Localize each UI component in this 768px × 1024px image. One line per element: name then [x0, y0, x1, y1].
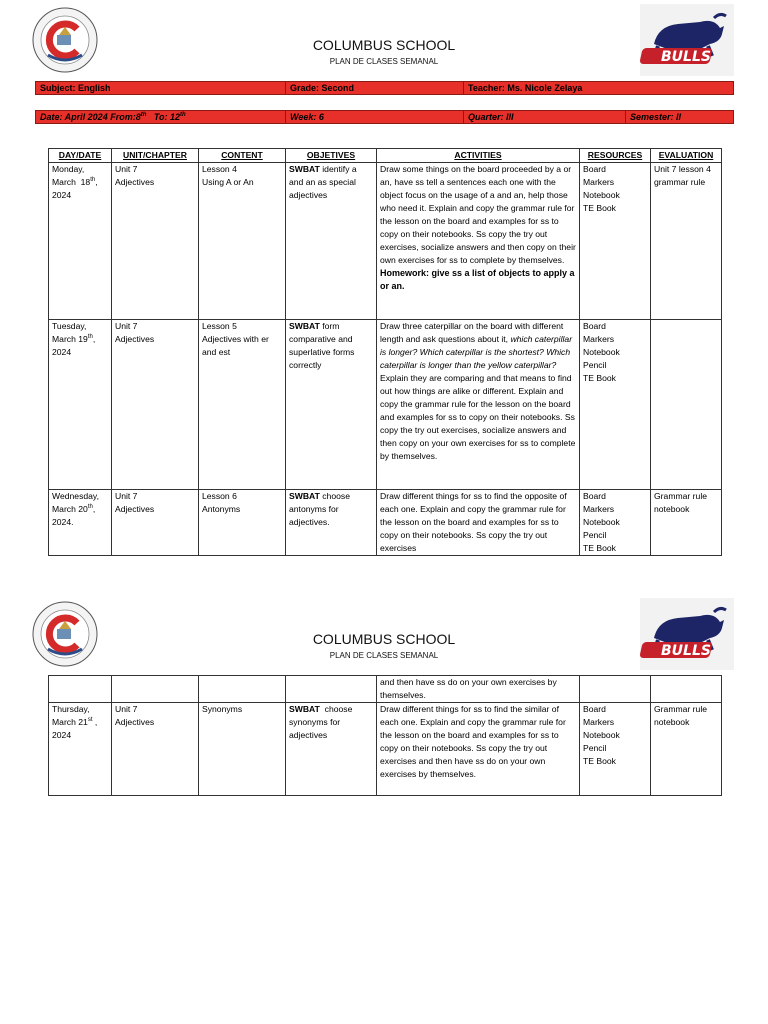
info-bar-subject	[35, 81, 734, 95]
resources-cell	[580, 490, 651, 556]
date-text: March 20	[52, 504, 88, 514]
date-label	[52, 716, 108, 729]
subject-cell: Subject: English	[36, 82, 286, 94]
objetives-cell	[286, 676, 377, 703]
content-line: Antonyms	[202, 504, 241, 514]
resource-item: Pencil	[583, 530, 607, 540]
objetives-cell	[286, 163, 377, 320]
swbat-label: SWBAT	[289, 491, 320, 501]
content-line: Lesson 5	[202, 321, 237, 331]
grade-cell: Grade: Second	[286, 82, 464, 94]
activities-cell	[377, 320, 580, 490]
date-sup: th	[87, 504, 93, 511]
evaluation-cell	[651, 676, 722, 703]
objetive-text: identify a and an as special adjectives	[289, 164, 357, 200]
date-text: March 18	[52, 177, 91, 187]
resources-cell	[580, 163, 651, 320]
resource-item: Pencil	[583, 743, 607, 753]
date-label	[52, 333, 108, 346]
date-after: ,	[95, 177, 98, 187]
content-cell	[199, 676, 286, 703]
activities-questions: which caterpillar is longer? Which caterpillar is the shortest? Which caterpillar is longer than the yellow caterpillar?	[380, 334, 573, 370]
activities-text: Explain they are comparing and that means to find out how things are alike or different. Explain and copy the grammar rule for the lesson on the board and examples for ss to copy on their notebooks. Ss copy the try out exercises, socialize answers and then copy on your own exercises for ss to complete by themselves.	[380, 373, 576, 461]
bulls-logo	[640, 4, 734, 76]
evaluation-cell	[651, 320, 722, 490]
table-row	[49, 320, 722, 490]
activities-text: Draw some things on the board proceeded by a or an, have ss tell a sentences each one with the object focus on the usage of a and an, help those who need it. Explain and copy the grammar rule for the lesson on the board and examples for ss to copy on their notebooks. Ss copy the try out exercises, socialize answers and then copy on their own exercises for ss to complete by themselves.	[380, 164, 576, 265]
unit-chapter-cell	[112, 490, 199, 556]
evaluation-cell: Grammar rule notebook	[651, 490, 722, 556]
objetives-cell	[286, 703, 377, 796]
header-evaluation: EVALUATION	[651, 149, 722, 163]
resource-item: Markers	[583, 717, 615, 727]
activities-cell	[377, 163, 580, 320]
content-line: Synonyms	[202, 704, 243, 714]
chapter-label: Adjectives	[115, 177, 155, 187]
week-cell: Week: 6	[286, 111, 464, 123]
quarter-cell: Quarter: III	[464, 111, 626, 123]
header-day-date: DAY/DATE	[49, 149, 112, 163]
lesson-plan-table	[48, 148, 722, 556]
header-unit-chapter: UNIT/CHAPTER	[112, 149, 199, 163]
content-cell	[199, 163, 286, 320]
resources-cell	[580, 703, 651, 796]
day-label: Tuesday,	[52, 321, 87, 331]
day-date-cell	[49, 163, 112, 320]
chapter-label: Adjectives	[115, 334, 155, 344]
resource-item: Markers	[583, 177, 615, 187]
plan-subtitle: PLAN DE CLASES SEMANAL	[329, 651, 439, 660]
activities-text: Draw three caterpillar on the board with different length and ask questions about it,	[380, 321, 564, 344]
year-label: 2024	[52, 190, 72, 200]
date-label	[52, 503, 108, 516]
date-from: Date: April 2024 From:8	[40, 112, 141, 122]
date-from-sup: th	[140, 112, 147, 118]
objetive-text: choose synonyms for adjectives	[289, 704, 355, 740]
unit-chapter-cell	[112, 676, 199, 703]
swbat-label: SWBAT	[289, 704, 320, 714]
date-after: ,	[92, 504, 96, 514]
day-label: Thursday,	[52, 704, 90, 714]
day-date-cell	[49, 676, 112, 703]
table-row	[49, 490, 722, 556]
bulls-mascot-icon	[640, 598, 734, 670]
resource-item: Markers	[583, 504, 615, 514]
homework-text: Homework: give ss a list of objects to apply a or an.	[380, 268, 575, 291]
evaluation-cell: Grammar rule notebook	[651, 703, 722, 796]
header-activities: ACTIVITIES	[377, 149, 580, 163]
year-label: 2024	[52, 347, 72, 357]
date-to-sup: th	[180, 112, 186, 118]
chapter-label: Adjectives	[115, 504, 155, 514]
activities-cell: Draw different things for ss to find the opposite of each one. Explain and copy the grammar rule for the lesson on the board and examples for ss to copy on their notebooks. Ss copy the try out exercises	[377, 490, 580, 556]
resource-item: Board	[583, 704, 606, 714]
evaluation-cell: Unit 7 lesson 4 grammar rule	[651, 163, 722, 320]
content-line: Lesson 6	[202, 491, 237, 501]
plan-subtitle: PLAN DE CLASES SEMANAL	[329, 57, 439, 66]
day-label: Wednesday,	[52, 491, 99, 501]
resource-item: Board	[583, 164, 606, 174]
date-sup: st	[87, 717, 93, 724]
content-cell	[199, 320, 286, 490]
header-content: CONTENT	[199, 149, 286, 163]
date-text: March 21	[52, 717, 88, 727]
content-line: Adjectives with er and est	[202, 334, 269, 357]
bulls-logo	[640, 598, 734, 670]
bulls-logo-text: BULLS	[661, 49, 711, 65]
bulls-logo-text: BULLS	[661, 643, 711, 659]
header-objetives: OBJETIVES	[286, 149, 377, 163]
resource-item: Notebook	[583, 190, 620, 200]
resource-item: TE Book	[583, 373, 616, 383]
resource-item: Notebook	[583, 730, 620, 740]
unit-chapter-cell	[112, 703, 199, 796]
objetives-cell	[286, 320, 377, 490]
resource-item: Notebook	[583, 347, 620, 357]
swbat-label: SWBAT	[289, 164, 320, 174]
unit-chapter-cell	[112, 320, 199, 490]
resources-cell	[580, 320, 651, 490]
objetive-text: form comparative and superlative forms correctly	[289, 321, 355, 370]
school-name-title: COLUMBUS SCHOOL	[312, 37, 456, 53]
resource-item: Notebook	[583, 517, 620, 527]
semester-cell: Semester: II	[630, 112, 682, 122]
info-bar-date	[35, 110, 734, 124]
day-label: Monday,	[52, 164, 85, 174]
unit-label: Unit 7	[115, 164, 138, 174]
year-label: 2024.	[52, 517, 74, 527]
activities-cell: Draw different things for ss to find the similar of each one. Explain and copy the grammar rule for the lesson on the board and examples for ss to copy on their notebooks. Ss copy the try out exercises and then have ss do on your own exercises by themselves.	[377, 703, 580, 796]
chapter-label: Adjectives	[115, 717, 155, 727]
date-to: To: 12	[146, 112, 181, 122]
content-line: Lesson 4	[202, 164, 237, 174]
swbat-label: SWBAT	[289, 321, 320, 331]
bulls-mascot-icon	[640, 4, 734, 76]
table-row	[49, 163, 722, 320]
date-after: ,	[92, 334, 96, 344]
date-sup: th	[90, 177, 96, 184]
header-resources: RESOURCES	[580, 149, 651, 163]
activities-cell: and then have ss do on your own exercises by themselves.	[377, 676, 580, 703]
resource-item: Board	[583, 321, 606, 331]
lesson-plan-table-continued	[48, 675, 722, 796]
content-cell	[199, 703, 286, 796]
resource-item: TE Book	[583, 756, 616, 766]
school-name-title: COLUMBUS SCHOOL	[312, 631, 456, 647]
resource-item: TE Book	[583, 203, 616, 213]
resource-item: Markers	[583, 334, 615, 344]
day-date-cell	[49, 703, 112, 796]
date-text: March 19	[52, 334, 88, 344]
objetives-cell	[286, 490, 377, 556]
resource-item: Board	[583, 491, 606, 501]
year-label: 2024	[52, 730, 72, 740]
date-label	[52, 176, 108, 189]
table-row	[49, 676, 722, 703]
resource-item: TE Book	[583, 543, 616, 553]
table-header-row	[49, 149, 722, 163]
date-after: ,	[92, 717, 98, 727]
resources-cell	[580, 676, 651, 703]
table-row	[49, 703, 722, 796]
day-date-cell	[49, 490, 112, 556]
unit-label: Unit 7	[115, 491, 138, 501]
content-cell	[199, 490, 286, 556]
unit-label: Unit 7	[115, 321, 138, 331]
teacher-cell: Teacher: Ms. Nicole Zelaya	[468, 83, 583, 93]
unit-chapter-cell	[112, 163, 199, 320]
date-cell	[36, 111, 286, 123]
unit-label: Unit 7	[115, 704, 138, 714]
content-line: Using A or An	[202, 177, 254, 187]
date-sup: th	[87, 334, 93, 341]
page-2	[0, 595, 768, 1024]
day-date-cell	[49, 320, 112, 490]
objetive-text: choose antonyms for adjectives.	[289, 491, 350, 527]
resource-item: Pencil	[583, 360, 607, 370]
